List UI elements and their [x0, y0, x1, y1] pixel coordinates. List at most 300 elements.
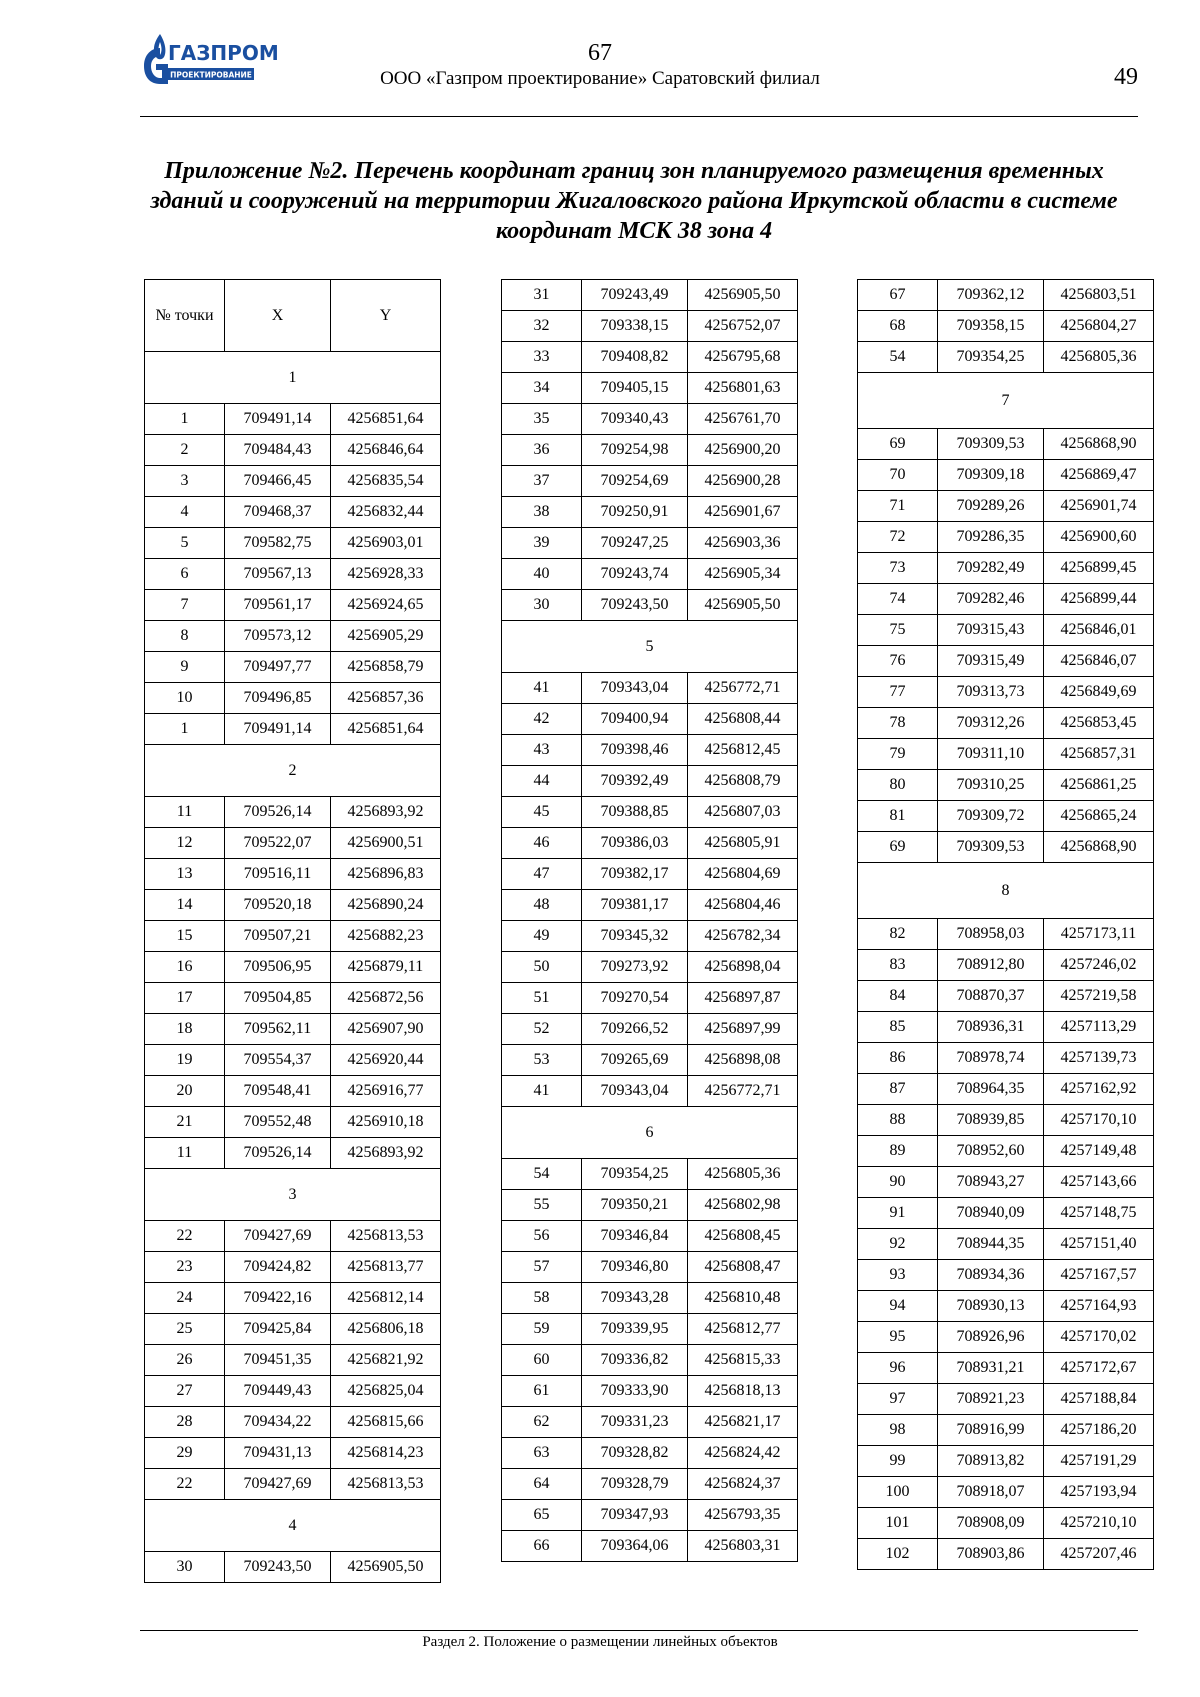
y-coordinate-cell: 4257170,02 [1044, 1322, 1154, 1353]
point-number-cell: 20 [145, 1076, 225, 1107]
y-coordinate-cell: 4257188,84 [1044, 1384, 1154, 1415]
x-coordinate-cell: 709311,10 [938, 739, 1044, 770]
zone-number: 7 [858, 373, 1154, 429]
y-coordinate-cell: 4256869,47 [1044, 460, 1154, 491]
y-coordinate-cell: 4256900,60 [1044, 522, 1154, 553]
x-coordinate-cell: 708926,96 [938, 1322, 1044, 1353]
point-number-cell: 26 [145, 1345, 225, 1376]
x-coordinate-cell: 709346,84 [582, 1221, 688, 1252]
x-coordinate-cell: 709392,49 [582, 766, 688, 797]
y-coordinate-cell: 4256900,51 [331, 828, 441, 859]
table-row [502, 373, 798, 404]
table-row [502, 859, 798, 890]
table-row [145, 983, 441, 1014]
table-row [145, 1283, 441, 1314]
point-number-cell: 38 [502, 497, 582, 528]
x-coordinate-cell: 709425,84 [225, 1314, 331, 1345]
x-coordinate-cell: 709247,25 [582, 528, 688, 559]
x-coordinate-cell: 709282,49 [938, 553, 1044, 584]
x-coordinate-cell: 709309,53 [938, 429, 1044, 460]
point-number-cell: 58 [502, 1283, 582, 1314]
coordinates-table-column-3 [857, 279, 1154, 1570]
y-coordinate-cell: 4256893,92 [331, 1138, 441, 1169]
table-row [858, 832, 1154, 863]
point-number-cell: 84 [858, 981, 938, 1012]
point-number-cell: 30 [502, 590, 582, 621]
y-coordinate-cell: 4256903,01 [331, 528, 441, 559]
point-number-cell: 14 [145, 890, 225, 921]
table-row [858, 280, 1154, 311]
point-number-cell: 5 [145, 528, 225, 559]
y-coordinate-cell: 4256821,17 [688, 1407, 798, 1438]
x-coordinate-cell: 708939,85 [938, 1105, 1044, 1136]
x-coordinate-cell: 709250,91 [582, 497, 688, 528]
table-row [502, 1221, 798, 1252]
header-y: Y [331, 280, 441, 352]
table-row [502, 890, 798, 921]
y-coordinate-cell: 4256772,71 [688, 1076, 798, 1107]
table-row [145, 828, 441, 859]
x-coordinate-cell: 709346,80 [582, 1252, 688, 1283]
point-number-cell: 101 [858, 1508, 938, 1539]
table-row [858, 342, 1154, 373]
point-number-cell: 31 [502, 280, 582, 311]
x-coordinate-cell: 709405,15 [582, 373, 688, 404]
x-coordinate-cell: 709526,14 [225, 1138, 331, 1169]
page-number-right: 49 [1114, 64, 1138, 90]
x-coordinate-cell: 709364,06 [582, 1531, 688, 1562]
y-coordinate-cell: 4256805,91 [688, 828, 798, 859]
y-coordinate-cell: 4257170,10 [1044, 1105, 1154, 1136]
table-row [145, 466, 441, 497]
table-row [502, 1283, 798, 1314]
point-number-cell: 51 [502, 983, 582, 1014]
x-coordinate-cell: 709451,35 [225, 1345, 331, 1376]
x-coordinate-cell: 709345,32 [582, 921, 688, 952]
y-coordinate-cell: 4257186,20 [1044, 1415, 1154, 1446]
organization-name: ООО «Газпром проектирование» Саратовский филиал [380, 68, 820, 89]
x-coordinate-cell: 708931,21 [938, 1353, 1044, 1384]
point-number-cell: 95 [858, 1322, 938, 1353]
x-coordinate-cell: 709497,77 [225, 652, 331, 683]
y-coordinate-cell: 4256899,44 [1044, 584, 1154, 615]
point-number-cell: 32 [502, 311, 582, 342]
x-coordinate-cell: 709552,48 [225, 1107, 331, 1138]
point-number-cell: 68 [858, 311, 938, 342]
x-coordinate-cell: 708913,82 [938, 1446, 1044, 1477]
zone-number: 2 [145, 745, 441, 797]
x-coordinate-cell: 708921,23 [938, 1384, 1044, 1415]
point-number-cell: 62 [502, 1407, 582, 1438]
table-row [502, 1469, 798, 1500]
y-coordinate-cell: 4256905,34 [688, 559, 798, 590]
x-coordinate-cell: 709408,82 [582, 342, 688, 373]
x-coordinate-cell: 709273,92 [582, 952, 688, 983]
table-row [858, 1415, 1154, 1446]
y-coordinate-cell: 4256803,51 [1044, 280, 1154, 311]
point-number-cell: 76 [858, 646, 938, 677]
x-coordinate-cell: 709422,16 [225, 1283, 331, 1314]
table-row [502, 797, 798, 828]
y-coordinate-cell: 4256821,92 [331, 1345, 441, 1376]
point-number-cell: 43 [502, 735, 582, 766]
x-coordinate-cell: 709427,69 [225, 1469, 331, 1500]
zone-number: 6 [502, 1107, 798, 1159]
point-number-cell: 48 [502, 890, 582, 921]
point-number-cell: 40 [502, 559, 582, 590]
x-coordinate-cell: 709388,85 [582, 797, 688, 828]
point-number-cell: 28 [145, 1407, 225, 1438]
point-number-cell: 4 [145, 497, 225, 528]
table-row [502, 983, 798, 1014]
x-coordinate-cell: 709315,43 [938, 615, 1044, 646]
point-number-cell: 52 [502, 1014, 582, 1045]
header-point-number: № точки [145, 280, 225, 352]
table-row [145, 1407, 441, 1438]
point-number-cell: 74 [858, 584, 938, 615]
y-coordinate-cell: 4257246,02 [1044, 950, 1154, 981]
table-row [858, 708, 1154, 739]
table-row [145, 683, 441, 714]
point-number-cell: 72 [858, 522, 938, 553]
table-row [858, 615, 1154, 646]
table-row [502, 497, 798, 528]
y-coordinate-cell: 4256802,98 [688, 1190, 798, 1221]
y-coordinate-cell: 4256872,56 [331, 983, 441, 1014]
y-coordinate-cell: 4256910,18 [331, 1107, 441, 1138]
zone-group-row [145, 1500, 441, 1552]
x-coordinate-cell: 709567,13 [225, 559, 331, 590]
x-coordinate-cell: 709243,50 [225, 1552, 331, 1583]
table-row [502, 735, 798, 766]
y-coordinate-cell: 4256868,90 [1044, 429, 1154, 460]
x-coordinate-cell: 709506,95 [225, 952, 331, 983]
point-number-cell: 78 [858, 708, 938, 739]
table-row [858, 553, 1154, 584]
x-coordinate-cell: 709336,82 [582, 1345, 688, 1376]
table-row [502, 590, 798, 621]
table-row [145, 1469, 441, 1500]
point-number-cell: 65 [502, 1500, 582, 1531]
table-row [502, 1407, 798, 1438]
table-row [858, 1074, 1154, 1105]
table-row [145, 559, 441, 590]
x-coordinate-cell: 708943,27 [938, 1167, 1044, 1198]
point-number-cell: 23 [145, 1252, 225, 1283]
x-coordinate-cell: 709562,11 [225, 1014, 331, 1045]
logo-subtext: ПРОЕКТИРОВАНИЕ [170, 70, 252, 80]
table-row [502, 435, 798, 466]
point-number-cell: 90 [858, 1167, 938, 1198]
x-coordinate-cell: 709309,72 [938, 801, 1044, 832]
table-row [502, 1500, 798, 1531]
y-coordinate-cell: 4256805,36 [688, 1159, 798, 1190]
table-row [502, 1159, 798, 1190]
logo-text: ГАЗПРОМ [168, 41, 279, 65]
point-number-cell: 53 [502, 1045, 582, 1076]
x-coordinate-cell: 709554,37 [225, 1045, 331, 1076]
table-row [145, 1345, 441, 1376]
point-number-cell: 60 [502, 1345, 582, 1376]
y-coordinate-cell: 4256808,47 [688, 1252, 798, 1283]
x-coordinate-cell: 709347,93 [582, 1500, 688, 1531]
point-number-cell: 12 [145, 828, 225, 859]
x-coordinate-cell: 709526,14 [225, 797, 331, 828]
y-coordinate-cell: 4256752,07 [688, 311, 798, 342]
y-coordinate-cell: 4256806,18 [331, 1314, 441, 1345]
table-row [145, 890, 441, 921]
x-coordinate-cell: 709350,21 [582, 1190, 688, 1221]
point-number-cell: 16 [145, 952, 225, 983]
y-coordinate-cell: 4256795,68 [688, 342, 798, 373]
y-coordinate-cell: 4256899,45 [1044, 553, 1154, 584]
table-row [145, 1045, 441, 1076]
point-number-cell: 77 [858, 677, 938, 708]
table-row [145, 797, 441, 828]
table-row [145, 1376, 441, 1407]
y-coordinate-cell: 4257207,46 [1044, 1539, 1154, 1570]
table-body [858, 280, 1154, 1570]
table-row [502, 1531, 798, 1562]
y-coordinate-cell: 4256772,71 [688, 673, 798, 704]
point-number-cell: 73 [858, 553, 938, 584]
point-number-cell: 2 [145, 435, 225, 466]
x-coordinate-cell: 709507,21 [225, 921, 331, 952]
x-coordinate-cell: 709339,95 [582, 1314, 688, 1345]
y-coordinate-cell: 4256928,33 [331, 559, 441, 590]
y-coordinate-cell: 4256801,63 [688, 373, 798, 404]
table-row [145, 528, 441, 559]
y-coordinate-cell: 4257148,75 [1044, 1198, 1154, 1229]
y-coordinate-cell: 4256805,36 [1044, 342, 1154, 373]
table-row [502, 1345, 798, 1376]
table-row [858, 522, 1154, 553]
y-coordinate-cell: 4256814,23 [331, 1438, 441, 1469]
x-coordinate-cell: 709449,43 [225, 1376, 331, 1407]
x-coordinate-cell: 709520,18 [225, 890, 331, 921]
y-coordinate-cell: 4257164,93 [1044, 1291, 1154, 1322]
y-coordinate-cell: 4256924,65 [331, 590, 441, 621]
zone-number: 3 [145, 1169, 441, 1221]
x-coordinate-cell: 709343,04 [582, 1076, 688, 1107]
zone-number: 1 [145, 352, 441, 404]
point-number-cell: 50 [502, 952, 582, 983]
table-row [502, 952, 798, 983]
x-coordinate-cell: 709289,26 [938, 491, 1044, 522]
point-number-cell: 55 [502, 1190, 582, 1221]
coordinates-table-column-2 [501, 279, 798, 1562]
y-coordinate-cell: 4256803,31 [688, 1531, 798, 1562]
point-number-cell: 97 [858, 1384, 938, 1415]
y-coordinate-cell: 4256896,83 [331, 859, 441, 890]
y-coordinate-cell: 4256900,28 [688, 466, 798, 497]
table-row [145, 1314, 441, 1345]
x-coordinate-cell: 708903,86 [938, 1539, 1044, 1570]
x-coordinate-cell: 709484,43 [225, 435, 331, 466]
y-coordinate-cell: 4256916,77 [331, 1076, 441, 1107]
table-row [858, 1043, 1154, 1074]
y-coordinate-cell: 4256846,64 [331, 435, 441, 466]
y-coordinate-cell: 4256813,77 [331, 1252, 441, 1283]
point-number-cell: 59 [502, 1314, 582, 1345]
point-number-cell: 24 [145, 1283, 225, 1314]
table-row [858, 1508, 1154, 1539]
y-coordinate-cell: 4256905,50 [331, 1552, 441, 1583]
table-header-row [145, 280, 441, 352]
point-number-cell: 96 [858, 1353, 938, 1384]
point-number-cell: 79 [858, 739, 938, 770]
x-coordinate-cell: 708952,60 [938, 1136, 1044, 1167]
table-body [145, 352, 441, 1583]
table-row [502, 921, 798, 952]
table-row [858, 1322, 1154, 1353]
table-row [858, 1384, 1154, 1415]
point-number-cell: 86 [858, 1043, 938, 1074]
x-coordinate-cell: 709243,49 [582, 280, 688, 311]
table-row [502, 1252, 798, 1283]
y-coordinate-cell: 4256818,13 [688, 1376, 798, 1407]
point-number-cell: 93 [858, 1260, 938, 1291]
x-coordinate-cell: 709382,17 [582, 859, 688, 890]
table-row [858, 1353, 1154, 1384]
x-coordinate-cell: 709343,28 [582, 1283, 688, 1314]
zone-group-row [858, 863, 1154, 919]
x-coordinate-cell: 708870,37 [938, 981, 1044, 1012]
point-number-cell: 35 [502, 404, 582, 435]
y-coordinate-cell: 4256808,44 [688, 704, 798, 735]
table-row [502, 280, 798, 311]
point-number-cell: 66 [502, 1531, 582, 1562]
x-coordinate-cell: 709309,53 [938, 832, 1044, 863]
point-number-cell: 30 [145, 1552, 225, 1583]
zone-group-row [502, 621, 798, 673]
y-coordinate-cell: 4257219,58 [1044, 981, 1154, 1012]
point-number-cell: 47 [502, 859, 582, 890]
table-row [858, 1260, 1154, 1291]
y-coordinate-cell: 4257193,94 [1044, 1477, 1154, 1508]
y-coordinate-cell: 4257149,48 [1044, 1136, 1154, 1167]
header-x: X [225, 280, 331, 352]
table-row [858, 1012, 1154, 1043]
y-coordinate-cell: 4256893,92 [331, 797, 441, 828]
table-row [145, 714, 441, 745]
table-row [145, 1138, 441, 1169]
x-coordinate-cell: 709496,85 [225, 683, 331, 714]
table-row [145, 921, 441, 952]
x-coordinate-cell: 709431,13 [225, 1438, 331, 1469]
x-coordinate-cell: 709313,73 [938, 677, 1044, 708]
x-coordinate-cell: 708930,13 [938, 1291, 1044, 1322]
table-row [858, 460, 1154, 491]
y-coordinate-cell: 4256824,37 [688, 1469, 798, 1500]
table-row [502, 559, 798, 590]
y-coordinate-cell: 4256804,69 [688, 859, 798, 890]
y-coordinate-cell: 4257191,29 [1044, 1446, 1154, 1477]
y-coordinate-cell: 4256920,44 [331, 1045, 441, 1076]
table-row [502, 828, 798, 859]
x-coordinate-cell: 709424,82 [225, 1252, 331, 1283]
table-row [502, 704, 798, 735]
point-number-cell: 64 [502, 1469, 582, 1500]
y-coordinate-cell: 4256858,79 [331, 652, 441, 683]
x-coordinate-cell: 709386,03 [582, 828, 688, 859]
zone-group-row [502, 1107, 798, 1159]
y-coordinate-cell: 4256857,36 [331, 683, 441, 714]
table-row [502, 766, 798, 797]
point-number-cell: 15 [145, 921, 225, 952]
point-number-cell: 33 [502, 342, 582, 373]
y-coordinate-cell: 4256813,53 [331, 1469, 441, 1500]
x-coordinate-cell: 709434,22 [225, 1407, 331, 1438]
x-coordinate-cell: 709266,52 [582, 1014, 688, 1045]
x-coordinate-cell: 709466,45 [225, 466, 331, 497]
point-number-cell: 100 [858, 1477, 938, 1508]
x-coordinate-cell: 709340,43 [582, 404, 688, 435]
table-row [502, 528, 798, 559]
y-coordinate-cell: 4257139,73 [1044, 1043, 1154, 1074]
point-number-cell: 6 [145, 559, 225, 590]
x-coordinate-cell: 709354,25 [938, 342, 1044, 373]
point-number-cell: 54 [502, 1159, 582, 1190]
point-number-cell: 49 [502, 921, 582, 952]
table-row [145, 1438, 441, 1469]
x-coordinate-cell: 709309,18 [938, 460, 1044, 491]
x-coordinate-cell: 708908,09 [938, 1508, 1044, 1539]
table-row [502, 1438, 798, 1469]
point-number-cell: 54 [858, 342, 938, 373]
point-number-cell: 41 [502, 673, 582, 704]
table-row [858, 646, 1154, 677]
table-row [858, 584, 1154, 615]
table-row [858, 1539, 1154, 1570]
point-number-cell: 17 [145, 983, 225, 1014]
point-number-cell: 56 [502, 1221, 582, 1252]
y-coordinate-cell: 4256782,34 [688, 921, 798, 952]
table-row [858, 950, 1154, 981]
y-coordinate-cell: 4256853,45 [1044, 708, 1154, 739]
point-number-cell: 98 [858, 1415, 938, 1446]
x-coordinate-cell: 709504,85 [225, 983, 331, 1014]
x-coordinate-cell: 709286,35 [938, 522, 1044, 553]
table-row [145, 435, 441, 466]
point-number-cell: 89 [858, 1136, 938, 1167]
x-coordinate-cell: 709491,14 [225, 714, 331, 745]
section-footer: Раздел 2. Положение о размещении линейных объектов [422, 1634, 778, 1650]
y-coordinate-cell: 4256815,33 [688, 1345, 798, 1376]
y-coordinate-cell: 4257143,66 [1044, 1167, 1154, 1198]
x-coordinate-cell: 709468,37 [225, 497, 331, 528]
table-row [145, 859, 441, 890]
point-number-cell: 3 [145, 466, 225, 497]
y-coordinate-cell: 4256808,79 [688, 766, 798, 797]
y-coordinate-cell: 4256905,29 [331, 621, 441, 652]
y-coordinate-cell: 4256907,90 [331, 1014, 441, 1045]
point-number-cell: 13 [145, 859, 225, 890]
coordinates-table-column-1 [144, 279, 441, 1583]
table-row [145, 497, 441, 528]
y-coordinate-cell: 4256897,87 [688, 983, 798, 1014]
table-row [145, 621, 441, 652]
y-coordinate-cell: 4256882,23 [331, 921, 441, 952]
table-row [502, 1076, 798, 1107]
table-row [145, 1221, 441, 1252]
point-number-cell: 87 [858, 1074, 938, 1105]
y-coordinate-cell: 4257167,57 [1044, 1260, 1154, 1291]
table-row [502, 673, 798, 704]
y-coordinate-cell: 4256865,24 [1044, 801, 1154, 832]
y-coordinate-cell: 4256804,46 [688, 890, 798, 921]
x-coordinate-cell: 709312,26 [938, 708, 1044, 739]
